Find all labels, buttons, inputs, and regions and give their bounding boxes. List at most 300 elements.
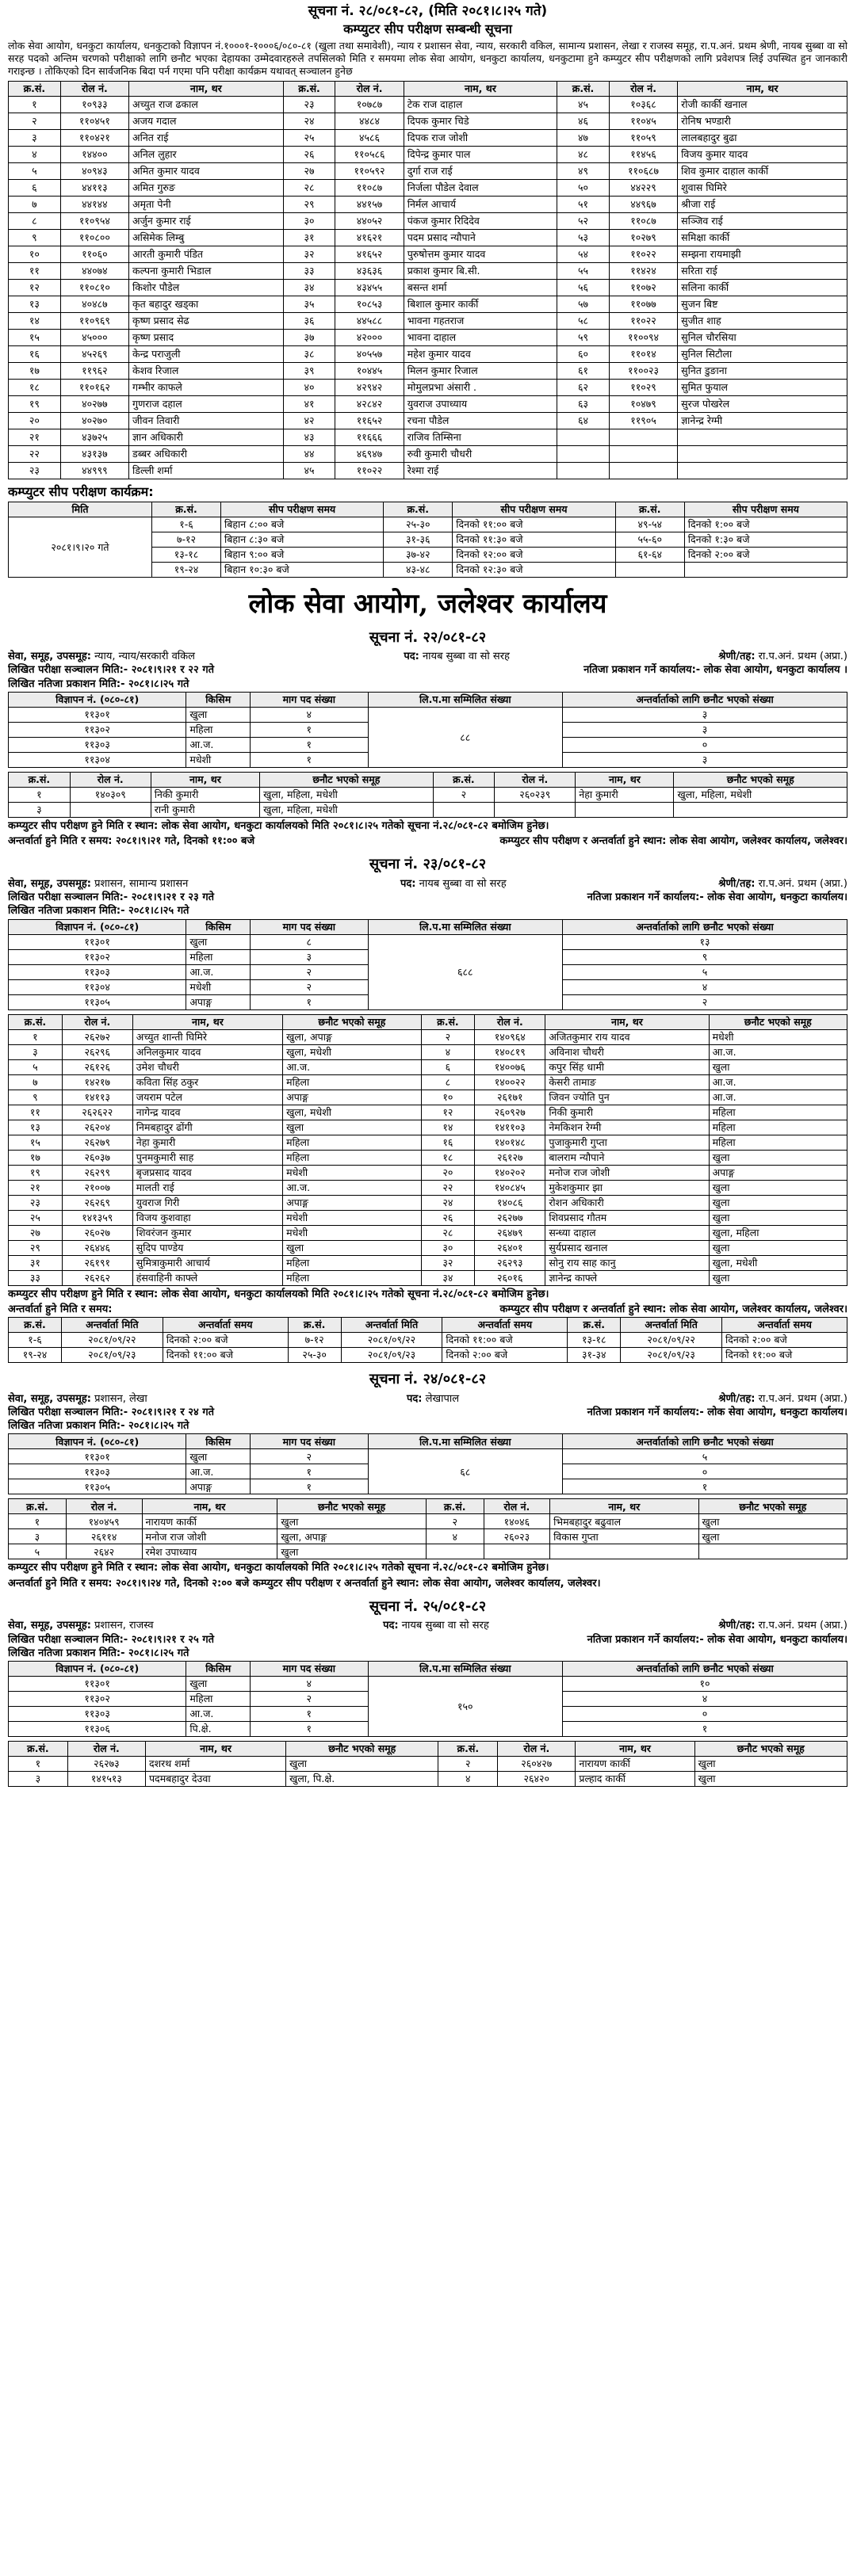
table-cell: दिनको २:०० बजे [163,1333,288,1348]
candidate-list-table [8,81,847,479]
candidates-body [9,787,847,817]
table-cell: २ [433,787,495,802]
table-cell: अपाङ्ग [283,1090,421,1105]
column-header: क्र.सं. [421,1014,475,1029]
column-header: क्र.सं. [438,1742,498,1757]
table-cell [433,802,495,817]
skill-test-program-table [8,502,847,578]
table-cell: ४४०५२ [335,213,404,230]
table-cell: निर्मल आचार्य [404,197,557,213]
column-header: क्र.सं. [151,502,220,517]
table-cell: १७ [9,1150,63,1165]
table-cell: दिनको २:०० बजे [722,1333,847,1348]
table-cell: २ [9,113,61,130]
table-cell: १०२७९ [609,230,677,246]
table-cell: ३ [9,802,71,817]
table-cell: खुला, अपाङ्ग [277,1529,426,1544]
table-cell: ११३०६ [9,1722,186,1737]
service-group [8,651,195,663]
table-cell: २ [251,964,369,979]
column-header: सीप परीक्षण समय [684,502,847,517]
table-cell: ४३४५५ [335,280,404,296]
table-row [9,446,847,463]
table-cell [609,446,677,463]
table-cell: ३ [563,752,847,767]
table-cell: २६४४६ [62,1240,132,1255]
table-cell: १४११३ [62,1090,132,1105]
table-cell: कृष्ण प्रसाद [129,330,284,346]
post-value: लेखापाल [425,1392,460,1405]
table-cell [678,429,847,446]
table-cell: ४६ [557,113,610,130]
table-cell: सरिता राई [678,263,847,280]
table-cell: १०३६८ [609,97,677,113]
table-cell [698,1544,847,1559]
table-header-row [9,1318,847,1333]
table-cell: ४ [438,1772,498,1787]
exam-info-line [8,891,847,904]
exam-date: लिखित परीक्षा सञ्चालन मिति:- २०८१।९।२१ र २४ गते [8,1406,215,1418]
notice-23-section [8,856,847,1363]
table-cell: दुर्गा राज राई [404,163,557,180]
column-header: क्र.सं. [9,1318,62,1333]
table-cell: खुला, महिला, मधेशी [260,802,433,817]
table-cell: ११३०३ [9,1707,186,1722]
table-cell: १४०९६४ [475,1029,545,1044]
table-cell: २६४०१ [475,1240,545,1255]
table-cell: १६ [421,1135,475,1150]
column-header: क्र.सं. [288,1318,341,1333]
table-cell [678,446,847,463]
table-cell: २२ [9,446,61,463]
table-row [9,787,847,802]
table-cell: ४३ [283,429,335,446]
result-office: नतिजा प्रकाशन गर्ने कार्यालय:- लोक सेवा आयोग, धनकुटा कार्यालय। [587,1633,847,1646]
column-header: नाम, थर [576,1742,694,1757]
table-cell: केशव रिजाल [129,363,284,380]
table-cell: पुरुषोत्तम कुमार यादव [404,246,557,263]
table-cell: पंकज कुमार रिदिदेव [404,213,557,230]
column-header: अन्तर्वार्ता मिति [341,1318,442,1333]
table-cell: ३७ [283,330,335,346]
candidates-head [9,1742,847,1757]
table-cell: खुला [709,1059,847,1074]
column-header: लि.प.मा सम्मिलित संख्या [368,1434,562,1449]
table-cell: निकी कुमारी [545,1105,709,1120]
table-cell: १ [251,1722,369,1737]
table-cell: ४२००० [335,330,404,346]
table-cell: जिवन ज्योति पुन [545,1090,709,1105]
selected-candidates-table [8,1741,847,1787]
table-cell: सुमित्राकुमारी आचार्य [132,1255,282,1270]
table-cell: ७-१२ [288,1333,341,1348]
table-row [9,396,847,413]
table-header-row [9,82,847,97]
interview-body [9,1333,847,1363]
table-cell: ५ [563,964,847,979]
post-value: नायब सुब्बा वा सो सरह [422,651,510,663]
table-cell: ५५-६० [615,532,684,548]
table-cell: २१ [9,1180,63,1195]
table-cell: केसरी तामाङ [545,1074,709,1090]
table-cell: आरती कुमारी पंडित [129,246,284,263]
table-row [9,1029,847,1044]
table-cell: खुला [698,1529,847,1544]
exam-date: लिखित परीक्षा सञ्चालन मिति:- २०८१।९।२१ र २२ गते [8,664,215,677]
table-cell: बिशाल कुमार कार्की [404,296,557,313]
column-header: किसिम [186,1662,251,1677]
table-row [9,413,847,429]
table-cell: रेश्मा राई [404,463,557,479]
table-cell: ८ [421,1074,475,1090]
table-row [9,246,847,263]
table-cell: १९-२४ [151,563,220,578]
table-cell: नेहा कुमारी [576,787,674,802]
column-header: रोल नं. [495,772,576,787]
column-header: माग पद संख्या [251,692,369,707]
table-cell: ४१६५२ [335,246,404,263]
table-cell: ३८ [283,346,335,363]
table-header-row [9,1742,847,1757]
table-cell: रानी कुमारी [151,802,259,817]
table-cell: सोनु राय साह कानु [545,1255,709,1270]
column-header: माग पद संख्या [251,1662,369,1677]
table-cell: २६१९१ [62,1255,132,1270]
table-cell: २८ [283,180,335,197]
interview-schedule-table [8,1317,847,1363]
table-cell: ११ [9,263,61,280]
table-cell: डिल्ली शर्मा [129,463,284,479]
table-cell: निकी कुमारी [151,787,259,802]
table-cell [576,802,674,817]
column-header: छनौट भएको समूह [286,1742,438,1757]
column-header: रोल नं. [475,1014,545,1029]
table-cell: सुजन बिष्ट [678,296,847,313]
table-row [9,1044,847,1059]
table-cell: १३-१८ [151,548,220,563]
table-row [9,1240,847,1255]
table-cell: बिहान ८:३० बजे [221,532,384,548]
table-cell: ४ [9,147,61,163]
notice-title: सूचना नं. २२/०८१-८२ [369,628,487,646]
table-cell: रोजी कार्की खनाल [678,97,847,113]
table-cell: रुवी कुमारी चौधरी [404,446,557,463]
table-cell: ११०६० [60,246,128,263]
table-cell: ४३-४८ [384,563,453,578]
table-cell: २६०१६ [475,1270,545,1285]
table-cell: ११४२४ [609,263,677,280]
column-header: किसिम [186,919,251,934]
column-header: नाम, थर [145,1742,285,1757]
table-cell: दिनको ११:०० बजे [722,1348,847,1363]
table-cell: अजय गदाल [129,113,284,130]
table-header-row [9,1014,847,1029]
column-header: अन्तर्वार्ता समय [442,1318,568,1333]
table-row [9,1150,847,1165]
table-cell: १८ [421,1150,475,1165]
table-cell: २ [251,979,369,994]
table-cell: २६२०४ [62,1120,132,1135]
table-cell: कविता सिंह ठकुर [132,1074,282,1090]
column-header: लि.प.मा सम्मिलित संख्या [368,919,562,934]
table-cell: दशरथ शर्मा [145,1757,285,1772]
table-cell: दिनको १२:०० बजे [453,548,615,563]
table-row [9,1090,847,1105]
table-cell: ११०७२ [609,280,677,296]
table-cell: मधेशी [709,1029,847,1044]
table-cell: २६२९३ [475,1255,545,1270]
table-cell: २६२९९ [62,1165,132,1180]
table-cell: ६१ [557,363,610,380]
table-cell: ११०७७ [609,296,677,313]
table-cell: ११०४५१ [60,113,128,130]
table-cell: ४३६३६ [335,263,404,280]
table-cell: मनोज राज जोशी [142,1529,277,1544]
exam-info-line [8,1406,847,1419]
column-header: नाम, थर [545,1014,709,1029]
table-cell: मधेशी [283,1225,421,1240]
table-cell: दिनको ११:०० बजे [453,517,615,532]
column-header: नाम, थर [142,1499,277,1514]
table-cell: ३१-३४ [568,1348,621,1363]
table-cell: अजितकुमार राय यादव [545,1029,709,1044]
column-header: मिति [9,502,152,517]
table-cell: ५५ [557,263,610,280]
table-cell: शुवास घिमिरे [678,180,847,197]
table-cell: मधेशी [186,752,251,767]
table-cell: सलिना कार्की [678,280,847,296]
notice-page [8,2,847,1787]
column-header: रोल नं. [70,772,151,787]
service-label: सेवा, समूह, उपसमूह: [8,1392,91,1405]
table-cell: १४०४५९ [66,1514,142,1529]
table-cell: १९ [9,1165,63,1180]
result-office: नतिजा प्रकाशन गर्ने कार्यालय:- लोक सेवा आयोग, धनकुटा कार्यालय। [587,891,847,904]
table-cell: अनिलकुमार यादव [132,1044,282,1059]
column-header: क्र.सं. [9,1014,63,1029]
post-value: नायब सुब्बा वा सो सरह [401,1620,489,1632]
table-cell: ५७ [557,296,610,313]
table-cell: ११०८१० [60,280,128,296]
table-cell: ४९ [557,163,610,180]
table-cell: २४ [283,113,335,130]
table-cell: बसन्त शर्मा [404,280,557,296]
table-cell: खुला [186,1677,251,1692]
table-cell: ३१ [9,1255,63,1270]
table-cell: ४४५८८ [335,313,404,330]
table-cell: ४९-५४ [615,517,684,532]
table-row [9,1059,847,1074]
table-row [9,1135,847,1150]
table-cell: नागेन्द्र यादव [132,1105,282,1120]
column-header: क्र.सं. [384,502,453,517]
table-cell: लालबहादुर बुढा [678,130,847,147]
table-row [9,1225,847,1240]
column-header: किसिम [186,1434,251,1449]
table-cell: खुला [709,1195,847,1210]
table-cell: मुकेशकुमार झा [545,1180,709,1195]
table-row [9,1105,847,1120]
table-cell: ४४८४ [335,113,404,130]
table-cell: ११३०३ [9,1464,186,1479]
candidates-body [9,1757,847,1787]
table-cell: भावना गहतराज [404,313,557,330]
table-row [9,1514,847,1529]
table-cell: १४२१७ [62,1074,132,1090]
table-cell: ४२८४२ [335,396,404,413]
table-cell: १४४०० [60,147,128,163]
table-cell: २६४७९ [475,1225,545,1240]
table-cell: मालती राई [132,1180,282,1195]
post-label: पद: [400,877,416,890]
table-cell: ४४०७४ [60,263,128,280]
table-cell: १ [251,1707,369,1722]
table-cell [495,802,576,817]
table-cell: ११००९४ [609,330,677,346]
table-cell: ४०४८७ [60,296,128,313]
table-cell: ० [563,1707,847,1722]
table-cell: ११०६८७ [609,163,677,180]
grade [718,1393,847,1406]
vacancy-body [9,1449,847,1494]
table-cell: १० [421,1090,475,1105]
column-header: अन्तर्वार्ता समय [722,1318,847,1333]
table-cell: महिला [186,949,251,964]
table-cell: शिवप्रसाद गौतम [545,1210,709,1225]
selected-candidates-table [8,1498,847,1559]
table-cell: ९ [563,949,847,964]
vacancy-table [8,1661,847,1737]
table-cell: खुला, महिला [709,1225,847,1240]
table-cell: अमृता पेनी [129,197,284,213]
table-row [9,1772,847,1787]
column-header: नाम, थर [404,82,557,97]
table-row [9,346,847,363]
table-cell: महिला [283,1270,421,1285]
table-cell: २०८१/०९/२२ [621,1333,722,1348]
table-cell: ५८ [557,313,610,330]
table-cell: ३ [9,1044,63,1059]
result-date: लिखित नतिजा प्रकाशन मिति:- २०८१।८।२५ गते [8,677,189,690]
table-cell: ४६९४७ [335,446,404,463]
table-row [9,197,847,213]
table-cell: २०८१/०९/२२ [61,1333,163,1348]
table-cell: १३ [9,296,61,313]
grade-value: रा.प.अनं. प्रथम (अप्रा.) [758,877,847,890]
table-cell: खुला [709,1180,847,1195]
column-header: क्र.सं. [9,772,71,787]
column-header: माग पद संख्या [251,919,369,934]
table-cell: २६२६९ [62,1195,132,1210]
table-cell: ११०९६९ [60,313,128,330]
post-value: नायब सुब्बा वा सो सरह [419,877,507,890]
column-header: रोल नं. [335,82,404,97]
table-header-row [9,502,847,517]
table-cell: सुर्यप्रसाद खनाल [545,1240,709,1255]
table-cell: खुला [698,1514,847,1529]
table-cell: मधेशी [283,1210,421,1225]
table-cell: दिपेन्द्र कुमार पाल [404,147,557,163]
table-cell: निमबहादुर ढोंगी [132,1120,282,1135]
table-cell: खुला [277,1544,426,1559]
table-cell: मनोज राज जोशी [545,1165,709,1180]
column-header: अन्तर्वार्ता मिति [61,1318,163,1333]
table-cell: २६०२३९ [495,787,576,802]
column-header: क्र.सं. [9,1742,68,1757]
column-header: नाम, थर [132,1014,282,1029]
table-cell: ४४ [283,446,335,463]
table-row [9,97,847,113]
vacancy-table [8,1433,847,1494]
table-cell: १३ [563,934,847,949]
table-cell: २९ [283,197,335,213]
table-cell: सुमित फुयाल [678,380,847,396]
total-appeared: ६८८ [368,934,562,1009]
table-row [9,147,847,163]
table-cell: दिपक कुमार चिडे [404,113,557,130]
table-cell: १३ [9,1120,63,1135]
grade-label: श्रेणी/तह: [718,651,756,663]
table-cell: खुला [286,1757,438,1772]
table-cell: ३६ [283,313,335,330]
table-cell: खुला [694,1757,847,1772]
interview-note-line [8,1303,847,1316]
table-cell: १ [251,722,369,737]
table-cell: ११०२२ [609,313,677,330]
skill-test-note: कम्प्युटर सीप परीक्षण हुने मिति र स्थान: लोक सेवा आयोग, धनकुटा कार्यालयको मिति २०८१।८।२५ गतेको सूचना नं.२८/०८१-८२ बमोजिम हुनेछ। [8,1562,549,1574]
table-cell: महिला [283,1074,421,1090]
table-cell: सम्झना रायमाझी [678,246,847,263]
table-cell: ६१-६४ [615,548,684,563]
table-cell: १३-१८ [568,1333,621,1348]
table-cell: ८ [251,934,369,949]
table-cell: ४५ [283,463,335,479]
table-cell: २६ [283,147,335,163]
column-header: रोल नं. [609,82,677,97]
service-value: न्याय, न्याय/सरकारी वकिल [94,651,195,663]
table-cell: ५ [9,1544,67,1559]
column-header: रोल नं. [62,1014,132,1029]
table-cell: ११३०२ [9,949,186,964]
table-header-row [9,1662,847,1677]
column-header: सीप परीक्षण समय [221,502,384,517]
table-cell: जयराम पटेल [132,1090,282,1105]
table-cell: रोनिष भण्डारी [678,113,847,130]
table-cell: २६०४२७ [498,1757,576,1772]
table-cell: १४१५१३ [67,1772,145,1787]
table-cell: पुजाकुमारी गुप्ता [545,1135,709,1150]
table-cell: ३ [9,1772,68,1787]
column-header: अन्तर्वार्ताको लागि छनौट भएको संख्या [563,1434,847,1449]
table-row [9,1449,847,1464]
table-cell: गम्भीर काफले [129,380,284,396]
table-cell: १४ [9,313,61,330]
post-label: पद: [383,1620,399,1632]
table-cell: ३३ [9,1270,63,1285]
post [400,878,507,891]
table-cell: युवराज उपाध्याय [404,396,557,413]
table-cell: खुला [709,1210,847,1225]
table-cell: खुला [283,1240,421,1255]
table-cell: ३४ [283,280,335,296]
column-header: नाम, थर [550,1499,698,1514]
table-cell [557,463,610,479]
table-cell: ९ [9,230,61,246]
table-cell: २६२७३ [67,1757,145,1772]
vacancy-head [9,919,847,934]
table-cell: खुला [283,1120,421,1135]
table-cell: १ [251,752,369,767]
